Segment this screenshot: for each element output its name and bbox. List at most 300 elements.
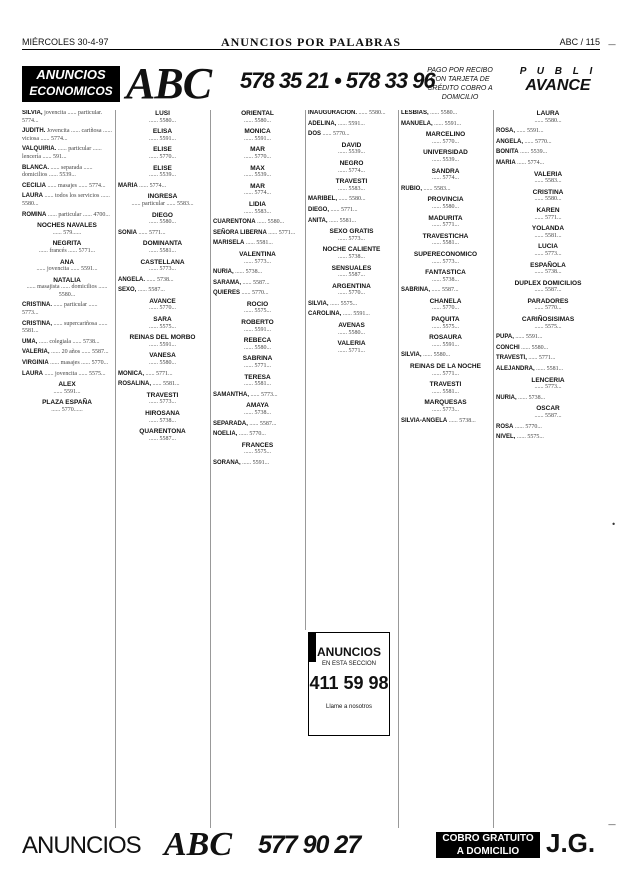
ad-name: DIEGO — [152, 211, 173, 219]
classified-ad — [496, 243, 600, 258]
ad-name: ELISE — [153, 164, 172, 172]
ad-name: DOMINANTA — [142, 240, 183, 248]
column-1 — [22, 110, 114, 828]
ad-name: SEÑORA LIBERNA — [213, 229, 267, 236]
ad-name: REBECA — [243, 337, 272, 345]
ad-name: LAURA — [22, 193, 43, 200]
ad-name: DOS — [308, 131, 322, 138]
classified-ad — [118, 212, 207, 227]
ad-text: ...... colegiala ...... 5738... — [38, 338, 100, 345]
ad-name: CRISTINA, — [22, 320, 52, 327]
ad-text: ...... 5580... — [430, 110, 458, 116]
section-title: ANUNCIOS POR PALABRAS — [220, 35, 402, 49]
ad-text: ...... 5770... — [432, 138, 459, 145]
ad-name: TRAVESTI — [146, 391, 179, 399]
ad-name: KAREN — [536, 206, 560, 214]
publi-text: P U B L I — [519, 66, 597, 77]
classified-ad — [496, 207, 600, 222]
ad-text: ...... 5580... — [534, 196, 562, 203]
ad-name: ADELINA, — [308, 120, 337, 127]
classified-ad — [213, 110, 302, 125]
classified-ad — [22, 193, 112, 208]
ad-name: NATALIA — [53, 276, 81, 284]
ad-name: ALEJANDRA, — [496, 366, 535, 373]
ad-name: CARIÑOSISIMAS — [521, 316, 575, 324]
ad-name: SEXO, — [118, 287, 137, 294]
top-banner — [22, 59, 600, 108]
classified-ad — [496, 128, 600, 136]
classified-ad — [308, 246, 395, 261]
classified-ad — [308, 160, 395, 175]
column-4 — [305, 110, 397, 630]
column-3 — [210, 110, 304, 828]
ad-text: ...... todos los servicios ...... 5580... — [22, 193, 110, 207]
ad-name: SENSUALES — [331, 264, 372, 272]
ad-text: ...... 5773... — [250, 391, 278, 398]
ad-text: ...... 5580... — [432, 203, 459, 210]
classified-ad — [22, 128, 112, 143]
ad-name: ANGELA, — [496, 138, 523, 145]
classified-ad — [118, 110, 207, 125]
classified-ad — [308, 178, 395, 193]
ad-text: ...... 5580... — [338, 329, 365, 336]
ad-text: ...... 5575... — [516, 434, 544, 441]
classified-ad — [118, 230, 207, 238]
ad-text: ...... 5591... — [244, 135, 271, 142]
classified-ad — [308, 283, 395, 298]
ad-name: MARCELINO — [425, 131, 466, 139]
ad-name: CRISTINA. — [22, 302, 52, 309]
classified-ad — [22, 212, 112, 220]
ad-text: ...... 5580... — [149, 360, 176, 367]
classified-ad — [22, 240, 112, 255]
ad-name: PAQUITA — [431, 316, 460, 324]
classified-ad — [496, 225, 600, 240]
ad-name: INAUGURACION. — [308, 110, 357, 116]
ad-name: MAR — [250, 182, 265, 190]
classified-ad — [213, 337, 302, 352]
ad-text: ...... 5587... — [338, 272, 365, 279]
classified-ad — [213, 128, 302, 143]
ad-name: SARAMA, — [213, 279, 241, 286]
classified-ad — [213, 402, 302, 417]
classified-ad — [213, 421, 302, 429]
ad-name: AVENAS — [338, 322, 365, 330]
ad-text: ...... particular ...... lencería ...... 591... — [22, 146, 102, 160]
classified-ad — [22, 277, 112, 300]
ad-text: ...... 5774... — [517, 159, 545, 166]
classified-ad — [118, 428, 207, 443]
ad-name: DAVID — [341, 141, 362, 149]
ad-name: MARIBEL, — [308, 196, 337, 203]
ad-text: ...... 5575... — [149, 323, 176, 330]
ad-name: JUDITH. — [22, 128, 46, 135]
ad-text: ...... 5770... — [322, 131, 350, 138]
classified-ad — [22, 302, 112, 317]
classified-ad — [496, 377, 600, 392]
ad-text: ...... 5771... — [330, 206, 358, 213]
ad-name: OSCAR — [536, 405, 560, 413]
banner-label-block — [22, 66, 120, 102]
footer-brand-logo: ABC — [164, 826, 233, 863]
ad-text: ...... 5771... — [268, 229, 296, 236]
ad-name: ROSA, — [496, 128, 516, 135]
banner-line2: ECONOMICOS — [29, 84, 113, 98]
ad-name: TERESA — [244, 373, 271, 381]
ad-name: NURIA, — [496, 394, 517, 401]
classified-ad — [496, 139, 600, 147]
classified-ad — [22, 339, 112, 347]
classified-ad — [496, 434, 600, 442]
ad-text: ...... 5575... — [534, 323, 562, 330]
ad-text: ...... 5770... — [238, 431, 266, 438]
ad-name: SANDRA — [431, 167, 460, 175]
ad-text: ...... 5773... — [149, 266, 176, 273]
ad-name: ROCIO — [246, 300, 269, 308]
classified-ad — [118, 165, 207, 180]
ad-text: ...... 5774... — [432, 175, 459, 182]
classified-ad — [213, 431, 302, 439]
ad-text: ...... 5580... — [521, 344, 549, 351]
ad-name: PLAZA ESPAÑA — [42, 399, 92, 407]
ad-name: VALERIA — [533, 170, 563, 178]
ad-text: ...... 5738... — [448, 417, 476, 424]
ad-name: SILVIA, — [22, 110, 43, 116]
column-6 — [493, 110, 600, 828]
issue-date: MIÉRCOLES 30-4-97 — [22, 37, 109, 47]
publi-avance-logo — [516, 66, 600, 95]
ad-name: ANGELA. — [118, 276, 145, 283]
ad-text: ...... 5738... — [235, 269, 263, 276]
ad-text: ...... 5771... — [244, 363, 271, 370]
ad-name: SEPARADA, — [213, 420, 248, 427]
ad-name: ROSALINA, — [118, 381, 151, 388]
classified-ad — [213, 165, 302, 180]
ad-name: SARA — [153, 316, 172, 324]
ad-text: ...... 5770...... — [51, 407, 83, 413]
classified-ad — [496, 171, 600, 186]
ad-name: TRAVESTI — [335, 178, 368, 186]
ad-name: LUSI — [155, 110, 170, 117]
ad-text: ...... separada ...... domicilios ...... 5539... — [22, 164, 93, 179]
ad-name: SUPERECONOMICO — [413, 250, 478, 258]
classified-ad — [22, 183, 112, 191]
ad-text: ...... 5591... — [242, 459, 270, 466]
ad-text: ...... masajista ...... domicilios ...... 5580... — [26, 284, 108, 298]
ad-text: ...... jovencita ...... 5575... — [44, 370, 106, 377]
ad-name: SONIA — [118, 229, 138, 236]
classified-ad — [308, 311, 395, 319]
classified-ad — [401, 381, 490, 396]
classified-ad — [22, 321, 112, 336]
ad-name: QUARENTONA — [139, 428, 186, 436]
ad-name: MONICA, — [118, 370, 144, 377]
classified-ad — [401, 287, 490, 295]
ad-name: REINAS DEL MORBO — [129, 334, 196, 342]
ad-name: ROSAURA — [429, 334, 462, 342]
ad-text: ...... 5583... — [244, 208, 271, 215]
ad-text: ...... 5770... — [241, 290, 269, 297]
ad-name: MARIA — [118, 182, 138, 189]
ad-text: ...... 5738... — [149, 417, 176, 424]
ad-text: ...... 5580... — [257, 219, 285, 226]
ad-text: ...... 5587... — [249, 420, 277, 427]
ad-name: SAMANTHA, — [213, 391, 249, 398]
ad-text: ...... 5581... — [245, 240, 273, 247]
ad-text: ...... 5583... — [423, 185, 451, 192]
ad-name: RUBIO, — [401, 185, 422, 192]
ad-name: MADURITA — [428, 214, 463, 222]
classified-ad — [401, 298, 490, 313]
ad-text: ...... 5539... — [244, 172, 271, 179]
classified-ad — [213, 230, 302, 238]
ad-name: DIEGO, — [308, 206, 330, 213]
ad-text: ...... 5580... — [149, 219, 176, 226]
ad-text: ...... 5773... — [338, 235, 365, 242]
ad-text: ...... 5738... — [518, 394, 546, 401]
ad-text: ...... 5539... — [432, 156, 459, 163]
ad-text: ...... 5770... — [149, 153, 176, 160]
ad-text: ...... 5591... — [149, 341, 176, 348]
classified-ad — [118, 193, 207, 208]
classified-ad — [401, 418, 490, 426]
classified-ad — [22, 165, 112, 180]
classified-ad — [496, 298, 600, 313]
classified-ad — [401, 251, 490, 266]
ad-name: FANTASTICA — [425, 269, 466, 277]
classified-ad — [22, 360, 112, 368]
ad-text: ...... masajes ...... 5770... — [50, 360, 109, 367]
classified-ad — [496, 189, 600, 204]
ad-name: MARISELA — [213, 240, 245, 247]
ad-name: LAURA — [536, 110, 560, 117]
ad-name: FRANCES — [241, 441, 274, 449]
classified-ad — [118, 146, 207, 161]
ad-name: BLANCA. — [22, 164, 49, 171]
classified-ad — [213, 301, 302, 316]
classified-ad — [213, 183, 302, 198]
ad-name: SABRINA — [242, 355, 273, 363]
ad-name: ESPAÑOLA — [530, 261, 566, 269]
classified-ad — [118, 298, 207, 313]
ad-name: VALERIA — [337, 340, 366, 348]
classified-ad — [213, 355, 302, 370]
classified-ad — [401, 149, 490, 164]
classified-ad — [308, 322, 395, 337]
classified-ad — [496, 149, 600, 157]
ad-text: ...... 20 años ...... 5587... — [51, 349, 109, 356]
ad-text: ...... 5738... — [244, 410, 271, 416]
classified-ad — [22, 146, 112, 161]
ad-text: ...... 5770... — [432, 305, 459, 312]
classified-ad — [496, 110, 600, 125]
classified-ad — [213, 460, 302, 468]
footer-anuncios: ANUNCIOS — [22, 832, 141, 859]
ad-name: CUARENTONA — [213, 219, 256, 226]
classified-ad — [118, 334, 207, 349]
ad-text: ...... 5580... — [423, 352, 451, 359]
ad-name: ORIENTAL — [241, 110, 274, 117]
classified-ad — [22, 349, 112, 357]
ad-text: ...... 5771... — [145, 370, 173, 377]
margin-mark-icon: — — [608, 820, 616, 829]
ad-text: ...... 5773... — [432, 258, 459, 265]
ad-name: ROBERTO — [241, 319, 274, 327]
banner-brand-logo: ABC — [126, 59, 212, 108]
ad-text: ...... 5539... — [520, 149, 548, 156]
classified-ad — [308, 228, 395, 243]
ad-text: ...... 5575... — [244, 449, 271, 456]
ad-text: ...... francés ...... 5771... — [38, 247, 96, 254]
classified-ad — [401, 352, 490, 360]
ad-text: ...... 5539... — [338, 149, 365, 156]
ad-name: NOCHES NAVALES — [37, 222, 97, 230]
ad-text: ...... 5581... — [536, 366, 564, 373]
classified-ad — [22, 110, 112, 125]
footer-phone: 577 90 27 — [258, 831, 361, 859]
ad-name: UNIVERSIDAD — [423, 149, 468, 157]
promo-note: Llame a nosotros — [325, 704, 373, 710]
margin-mark-icon: — — [608, 40, 616, 49]
ad-text: ...... 5587... — [137, 287, 165, 294]
ad-name: SABRINA, — [401, 287, 431, 294]
classified-ad — [401, 399, 490, 414]
ad-name: CAROLINA, — [308, 311, 342, 318]
ad-text: ...... 5587... — [149, 435, 176, 442]
footer-jg-logo: J.G. — [546, 828, 596, 858]
ad-text: ...... 5773... — [432, 407, 459, 413]
page-number: ABC / 115 — [559, 37, 600, 47]
promo-subtitle: EN ESTA SECCION — [322, 661, 376, 667]
classified-ad — [401, 269, 490, 284]
ad-name: CECILIA — [22, 182, 46, 189]
ad-name: UMA, — [22, 338, 38, 345]
ad-text: ...... 5581... — [432, 388, 459, 395]
classified-ad — [496, 405, 600, 420]
ad-name: MARQUESAS — [424, 399, 467, 407]
ad-name: CONCHI — [496, 344, 520, 351]
classified-ad — [308, 218, 395, 226]
ad-name: INGRESA — [147, 193, 178, 201]
ad-text: ...... supercariñosa ...... 5581... — [22, 320, 108, 335]
classified-ad — [213, 146, 302, 161]
classified-ad — [401, 316, 490, 331]
footer-cobro-line2: A DOMICILIO — [456, 846, 520, 857]
ad-text: ...... 5771... — [528, 355, 556, 362]
ad-text: ...... 5575... — [432, 323, 459, 330]
classified-ad — [308, 121, 395, 129]
classified-ad — [401, 215, 490, 230]
classified-ad — [118, 352, 207, 367]
ad-text: ...... 5771... — [432, 222, 459, 229]
classified-ad — [213, 442, 302, 457]
ad-text: Jovencita ...... cariñosa ...... viciosa ...... 5774... — [22, 128, 112, 142]
ad-name: MONICA — [244, 128, 271, 136]
classified-ad — [401, 131, 490, 146]
classified-ad — [401, 196, 490, 211]
promo-phone: 411 59 98 — [309, 673, 389, 693]
ad-name: NOCHE CALIENTE — [322, 246, 381, 254]
classified-ad — [401, 168, 490, 183]
classified-ad — [118, 183, 207, 191]
ad-text: ...... 5773... — [534, 384, 562, 391]
ad-name: PUPA, — [496, 334, 514, 341]
ad-name: HIROSANA — [145, 410, 180, 417]
ad-text: ...... 5591... — [244, 326, 271, 333]
ad-text: ...... 5591... — [516, 128, 544, 135]
ad-text: ...... 5773... — [534, 250, 562, 257]
ad-text: ...... 5580... — [358, 110, 386, 116]
ad-name: AMAYA — [246, 402, 269, 410]
ad-name: DUPLEX DOMICILIOS — [514, 279, 582, 287]
ad-name: SORANA, — [213, 459, 241, 466]
ad-name: ALEX — [58, 381, 76, 389]
ad-text: ...... 5770... — [524, 138, 552, 145]
ad-name: MARIA — [496, 159, 516, 166]
ad-name: BONITA — [496, 149, 519, 156]
ad-name: TRAVESTI, — [496, 355, 527, 362]
ad-text: ...... 5770... — [534, 305, 562, 312]
classified-ad — [22, 371, 112, 379]
classified-ad — [308, 142, 395, 157]
ad-name: SILVIA-ANGELA — [401, 417, 448, 424]
ad-text: ...... particular ...... 5583... — [131, 200, 194, 207]
ad-text: ...... 5591... — [432, 341, 459, 348]
ad-text: ...... 5581... — [244, 381, 271, 388]
classified-ad — [401, 121, 490, 129]
ad-text: ...... 5575... — [244, 308, 271, 315]
ad-name: PARADORES — [527, 297, 569, 305]
ad-name: VALENTINA — [239, 250, 276, 258]
ad-name: PROVINCIA — [427, 196, 464, 204]
classified-ad — [118, 240, 207, 255]
ad-text: ...... 5770... — [338, 290, 365, 297]
ad-name: VALERIA, — [22, 349, 50, 356]
ad-text: ...... 5575... — [330, 300, 358, 307]
ad-name: ROMINA — [22, 211, 47, 218]
classified-ad — [401, 186, 490, 194]
classified-ad — [213, 280, 302, 288]
ad-name: NEGRITA — [52, 240, 82, 248]
ad-text: ...... 5738... — [146, 276, 174, 283]
ad-text: ...... 5738... — [432, 276, 459, 283]
ad-text: ...... 5773... — [149, 399, 176, 406]
banner-line1: ANUNCIOS — [36, 67, 106, 82]
classified-ad — [118, 392, 207, 407]
classified-ad — [308, 265, 395, 280]
ad-name: LIDIA — [249, 200, 266, 208]
ad-name: ARGENTINA — [332, 282, 371, 290]
ad-name: NEGRO — [339, 159, 364, 167]
classified-ad — [118, 128, 207, 143]
ad-text: ...... 5581... — [534, 232, 562, 239]
promo-title: ANUNCIOS — [316, 645, 381, 659]
ad-name: ANITA, — [308, 217, 328, 224]
classified-ad — [118, 316, 207, 331]
classified-ad — [213, 251, 302, 266]
ad-text: ...... 5580... — [244, 344, 271, 351]
ad-text: ...... 5587... — [431, 287, 459, 294]
classified-ad — [118, 371, 207, 379]
classified-ad — [213, 290, 302, 298]
ad-text: ...... 5591... — [342, 311, 370, 318]
classified-ad — [496, 316, 600, 331]
ad-text: ...... 5587... — [534, 287, 562, 294]
banner-phones: 578 35 21 • 578 33 96 — [240, 68, 435, 93]
ad-text: ...... 5581... — [152, 381, 180, 388]
ad-name: ROSA — [496, 423, 514, 430]
ad-text: ...... 5771... — [138, 229, 166, 236]
